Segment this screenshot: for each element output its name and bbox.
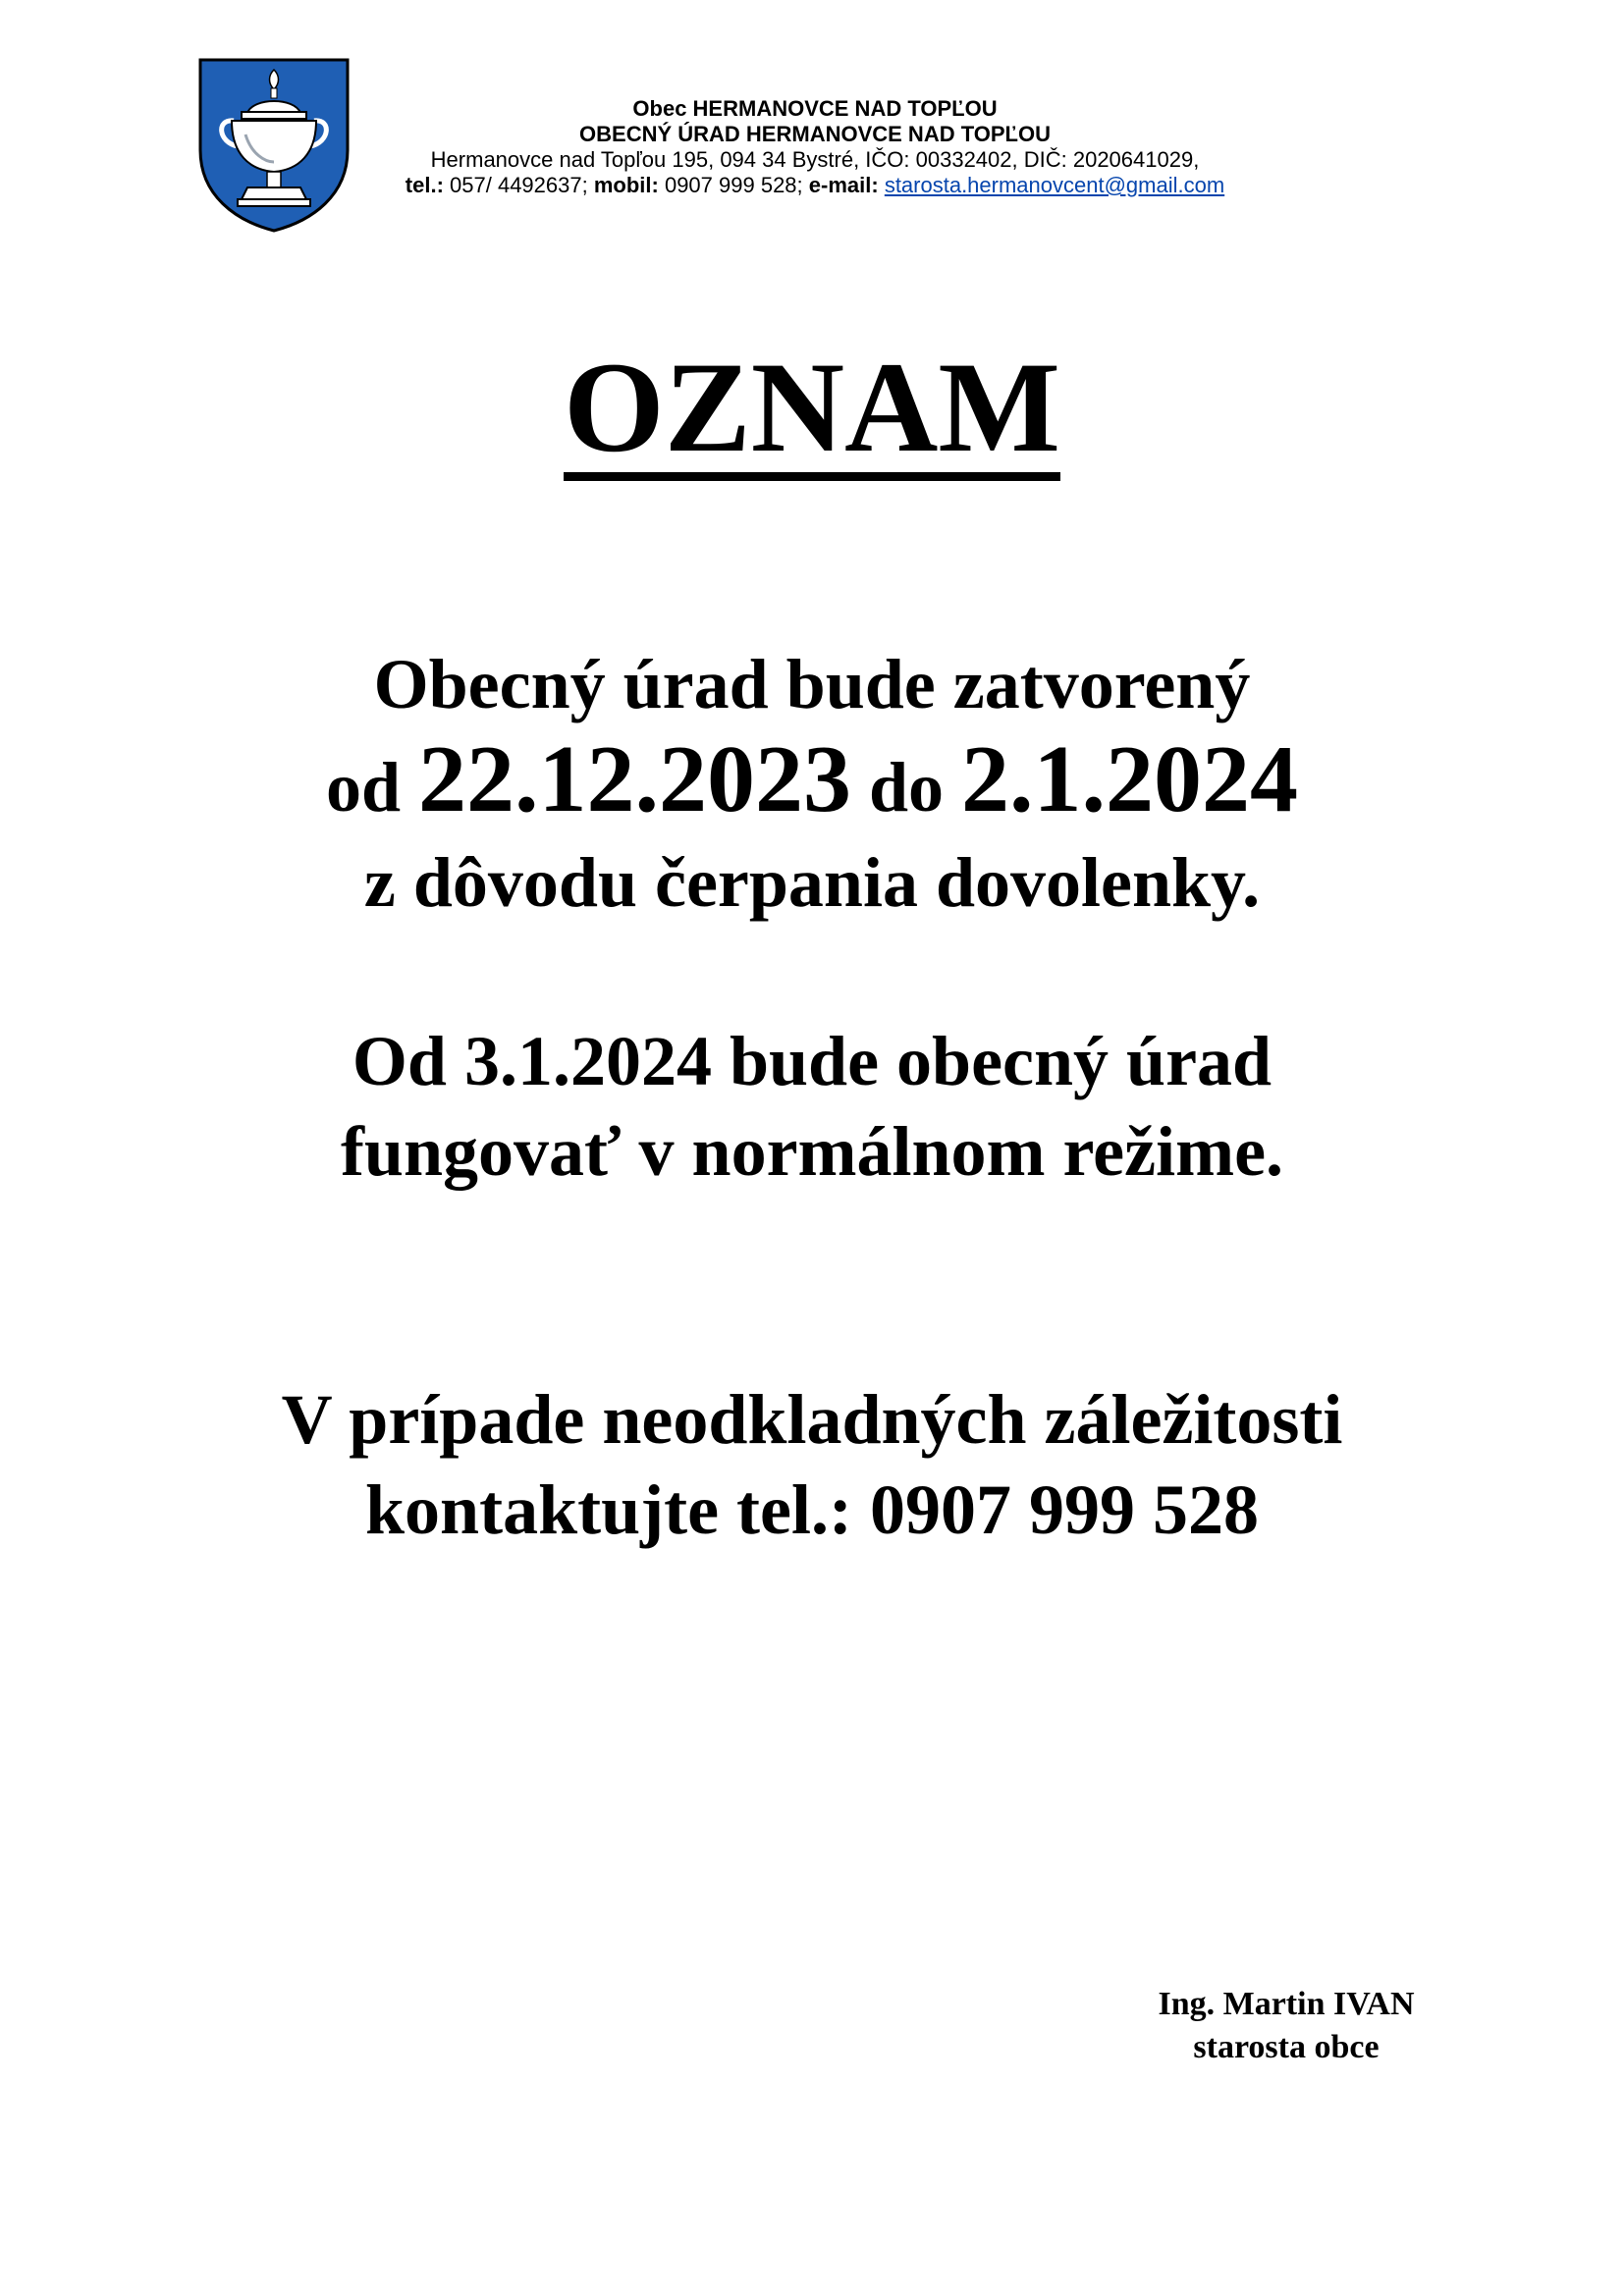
header-contact	[324, 173, 1306, 198]
from-date: 22.12.2023	[418, 726, 851, 832]
reopen-line-1: Od 3.1.2024 bude obecný úrad	[352, 1022, 1272, 1100]
urgent-line-2: kontaktujte tel.: 0907 999 528	[365, 1470, 1259, 1549]
closure-dates	[0, 728, 1624, 839]
email-link[interactable]: starosta.hermanovcent@gmail.com	[884, 173, 1225, 197]
closure-notice	[0, 640, 1624, 926]
header-address: Hermanovce nad Topľou 195, 094 34 Bystré, IČO: 00332402, DIČ: 2020641029,	[430, 147, 1200, 172]
urgent-contact	[0, 1374, 1624, 1555]
to-date: 2.1.2024	[961, 726, 1299, 832]
header-office: OBECNÝ ÚRAD HERMANOVCE NAD TOPĽOU	[579, 122, 1051, 146]
letterhead	[324, 96, 1306, 198]
page-title	[0, 334, 1624, 481]
reopen-line-2: fungovať v normálnom režime.	[340, 1112, 1284, 1191]
mobil-value: 0907 999 528;	[658, 173, 809, 197]
closure-line-1: Obecný úrad bude zatvorený	[373, 645, 1251, 723]
urgent-line-1: V prípade neodkladných záležitosti	[281, 1380, 1343, 1459]
tel-value: 057/ 4492637;	[443, 173, 594, 197]
signatory-name: Ing. Martin IVAN	[1158, 1986, 1415, 2022]
from-label: od	[325, 748, 418, 827]
tel-label: tel.:	[405, 173, 444, 197]
signature-block	[1129, 1983, 1443, 2069]
mobil-label: mobil:	[593, 173, 659, 197]
reopen-notice	[0, 1016, 1624, 1197]
header-municipality: Obec HERMANOVCE NAD TOPĽOU	[632, 96, 998, 121]
to-label: do	[851, 748, 962, 827]
title-text: OZNAM	[564, 335, 1060, 479]
signatory-role: starosta obce	[1193, 2029, 1380, 2065]
email-label: e-mail:	[808, 173, 879, 197]
closure-reason: z dôvodu čerpania dovolenky.	[363, 843, 1261, 922]
